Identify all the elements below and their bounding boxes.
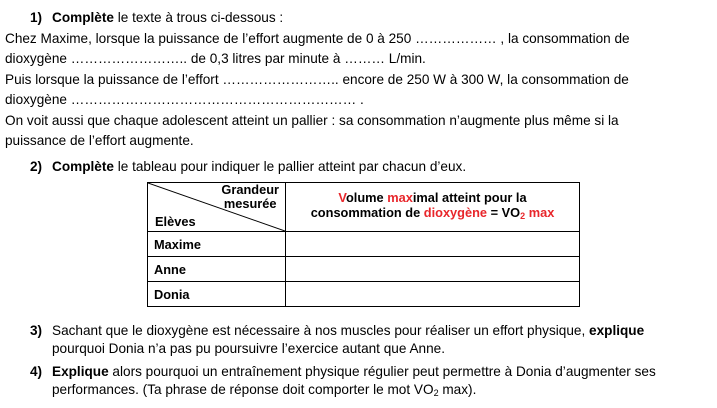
question-1-instruction: le texte à trous ci-dessous :: [113, 10, 284, 25]
vo2-max-header: [286, 183, 580, 232]
text-line-4: dioxygène ……………………………………………………… .: [5, 92, 364, 107]
student-name: Anne: [148, 257, 286, 282]
answer-cell[interactable]: [286, 232, 580, 257]
grandeur-mesuree-label: [221, 183, 279, 211]
table-row: [148, 282, 580, 307]
header-consommation: consommation de: [310, 205, 424, 220]
table-row: [148, 257, 580, 282]
question-4-line-1: [30, 363, 656, 380]
question-1-title: [30, 9, 283, 26]
question-2-title: [30, 158, 466, 175]
grandeur-label: Grandeur: [221, 182, 279, 197]
question-2-instruction: le tableau pour indiquer le pallier atteint par chacun d’eux.: [113, 159, 467, 174]
question-2-verb: Complète: [52, 159, 114, 174]
text-line-6: puissance de l’effort augmente.: [5, 133, 194, 148]
question-4-number: 4): [30, 364, 43, 379]
header-imal: imal atteint pour la: [412, 190, 527, 205]
table-header-row: [148, 183, 580, 232]
header-dioxygene: dioxygène: [423, 205, 488, 220]
header-v: V: [338, 190, 346, 205]
table-row: [148, 232, 580, 257]
eleves-label: Elèves: [155, 214, 196, 229]
question-4-verb: Explique: [52, 364, 109, 379]
pallier-table: [147, 182, 580, 307]
text-line-3: Puis lorsque la puissance de l’effort …………………….. encore de 250 W à 300 W, la consommation de: [5, 72, 629, 87]
question-4-text-3: max).: [438, 382, 477, 397]
question-3-number: 3): [30, 323, 43, 338]
header-subscript-2: 2: [520, 211, 526, 221]
question-3-verb: explique: [589, 323, 645, 338]
header-vo: = VO: [487, 205, 521, 220]
header-line-2: [286, 205, 579, 224]
question-4-line-2: [52, 381, 476, 402]
question-4-text: alors pourquoi un entraînement physique régulier peut permettre à Donia d’augmenter ses: [108, 364, 656, 379]
diagonal-header-cell: [148, 183, 286, 232]
mesuree-label: mesurée: [223, 196, 277, 211]
text-line-1: Chez Maxime, lorsque la puissance de l’effort augmente de 0 à 250 ……………… , la consommation de: [5, 31, 630, 46]
header-olume: olume: [345, 190, 388, 205]
question-1-number: 1): [30, 10, 43, 25]
header-line-1: [286, 190, 579, 205]
text-line-2: dioxygène …………………….. de 0,3 litres par minute à ……… L/min.: [5, 51, 426, 66]
answer-cell[interactable]: [286, 282, 580, 307]
header-max-2: max: [525, 205, 555, 220]
header-max: max: [387, 190, 413, 205]
answer-cell[interactable]: [286, 257, 580, 282]
question-1-verb: Complète: [52, 10, 114, 25]
text-line-5: On voit aussi que chaque adolescent atteint un pallier : sa consommation n’augmente plus même si la: [5, 113, 619, 128]
question-3-line-1: [30, 322, 644, 339]
question-3-text: Sachant que le dioxygène est nécessaire à nos muscles pour réaliser un effort physique,: [52, 323, 590, 338]
question-3-line-2: pourquoi Donia n’a pas pu poursuivre l’exercice autant que Anne.: [52, 341, 445, 356]
student-name: Maxime: [148, 232, 286, 257]
question-4-text-2: performances. (Ta phrase de réponse doit comporter le mot VO: [52, 382, 434, 397]
student-name: Donia: [148, 282, 286, 307]
question-2-number: 2): [30, 159, 43, 174]
question-4-subscript-2: 2: [433, 388, 439, 398]
